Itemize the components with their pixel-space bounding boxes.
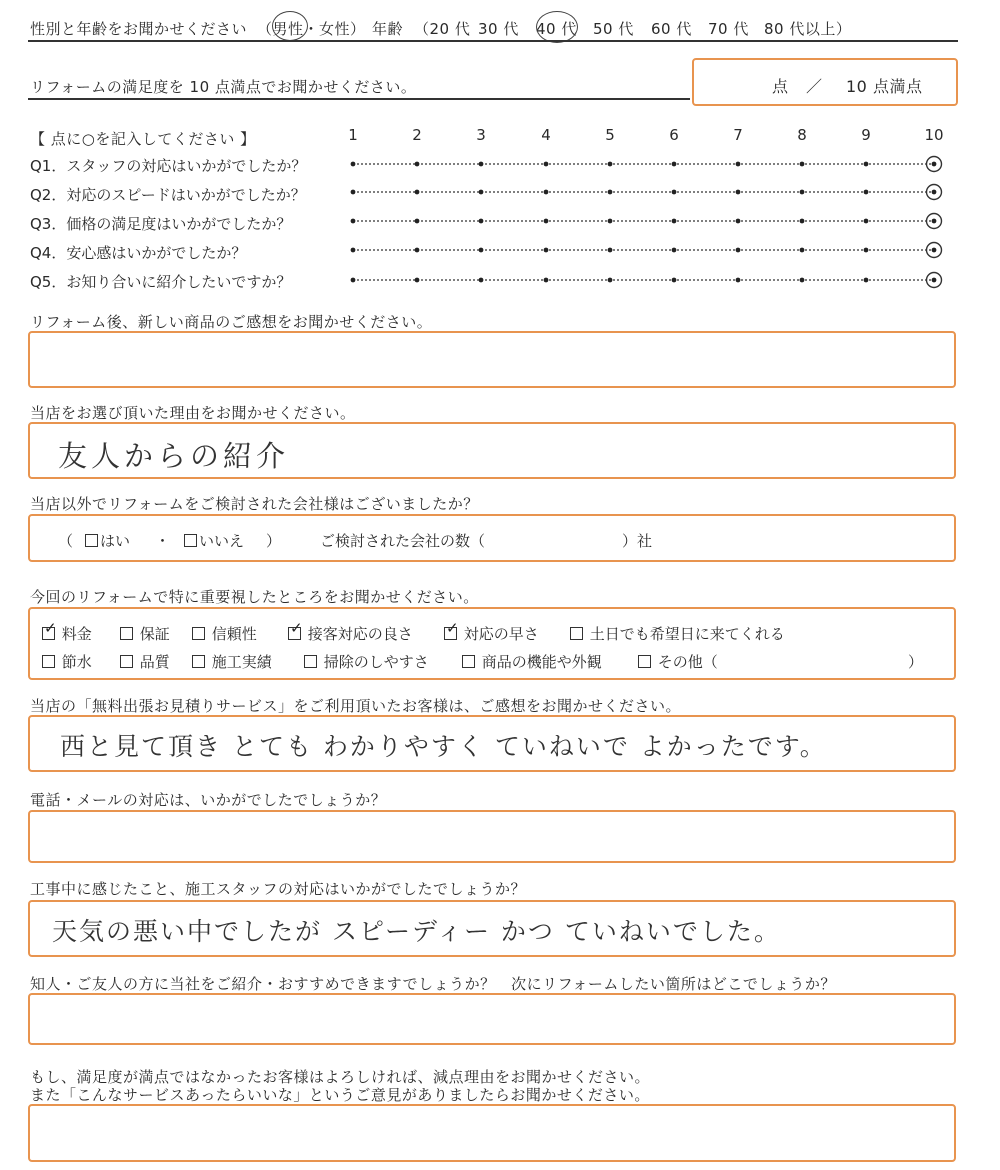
estimate-answer-box[interactable] [28,715,956,772]
score-max: 10 点満点 [846,77,923,96]
rating-point-q2-7[interactable] [736,190,741,195]
option-yes[interactable] [85,530,130,551]
age-option-80: 80 代以上） [764,20,852,38]
scale-number-7: 7 [733,126,743,144]
final-answer-box[interactable] [28,1104,956,1162]
rating-point-q2-9[interactable] [864,190,869,195]
priority-label: 掃除のしやすさ [319,653,429,671]
other-companies-prompt: 当店以外でリフォームをご検討された会社様はございましたか？ [30,495,479,513]
check-mark-icon: ✓ [290,619,303,637]
priority-option-prio-row2-5[interactable] [462,651,602,672]
checkbox[interactable] [304,655,317,668]
rating-point-q5-1[interactable] [351,278,356,283]
rating-point-q4-8[interactable] [800,248,805,253]
checkbox[interactable] [120,627,133,640]
question-label-q5: Q5．お知り合いに紹介したいですか？ [30,273,292,291]
rating-scales[interactable] [0,0,1000,300]
rating-point-q1-4[interactable] [544,162,549,167]
checkbox[interactable] [120,655,133,668]
reason-answer-box[interactable] [28,422,956,479]
gender-options: （男性・女性） [257,20,366,38]
age-option-70: 70 代 [708,20,749,38]
rating-point-q2-4[interactable] [544,190,549,195]
rating-point-q3-5[interactable] [608,219,613,224]
priority-option-prio-row2-2[interactable] [120,651,170,672]
option-separator: ・ [155,532,171,550]
rating-point-q4-1[interactable] [351,248,356,253]
new-products-prompt: リフォーム後、新しい商品のご感想をお聞かせください。 [30,313,433,331]
scale-number-9: 9 [861,126,871,144]
rating-point-q4-4[interactable] [544,248,549,253]
final-prompt-line-1: もし、満足度が満点ではなかったお客様はよろしければ、減点理由をお聞かせください。 [30,1068,651,1086]
checkbox[interactable] [192,627,205,640]
no-label: いいえ [199,532,245,550]
rating-point-q5-10[interactable] [932,278,937,283]
rating-point-q1-8[interactable] [800,162,805,167]
rating-point-q3-4[interactable] [544,219,549,224]
priority-option-prio-row2-6[interactable] [638,651,718,672]
yes-label: はい [100,532,131,550]
priorities-box [28,607,956,680]
scale-number-10: 10 [924,126,944,144]
scale-number-4: 4 [541,126,551,144]
rating-point-q3-8[interactable] [800,219,805,224]
priority-option-prio-row1-3[interactable] [192,623,257,644]
referral-prompt: 知人・ご友人の方に当社をご紹介・おすすめできますでしょうか？ 次にリフォームしたい箇所はどこでしょうか？ [30,975,836,993]
priority-label: 土日でも希望日に来てくれる [585,625,785,643]
checked-checkbox[interactable] [42,619,57,640]
reason-prompt: 当店をお選び頂いた理由をお聞かせください。 [30,404,356,422]
rating-point-q4-7[interactable] [736,248,741,253]
rating-point-q3-10[interactable] [932,219,937,224]
rating-point-q2-2[interactable] [415,190,420,195]
priority-option-prio-row2-4[interactable] [304,651,429,672]
check-mark-icon: ✓ [446,619,459,637]
age-option-20: （20 代 [414,20,471,38]
rating-point-q3-1[interactable] [351,219,356,224]
priorities-prompt: 今回のリフォームで特に重要視したところをお聞かせください。 [30,588,479,606]
age-option-40: 40 代 [536,20,577,38]
rating-point-q1-7[interactable] [736,162,741,167]
priority-label: 品質 [135,653,170,671]
other-companies-box [28,514,956,562]
rating-point-q1-10[interactable] [932,162,937,167]
rating-point-q5-4[interactable] [544,278,549,283]
priority-option-prio-row1-2[interactable] [120,623,170,644]
rating-point-q2-5[interactable] [608,190,613,195]
rating-point-q5-3[interactable] [479,278,484,283]
construction-prompt: 工事中に感じたこと、施工スタッフの対応はいかがでしたでしょうか？ [30,880,527,898]
contact-prompt: 電話・メールの対応は、いかがでしたでしょうか？ [30,791,387,809]
rating-point-q3-9[interactable] [864,219,869,224]
checkbox[interactable] [462,655,475,668]
rating-point-q4-2[interactable] [415,248,420,253]
priority-option-prio-row2-1[interactable] [42,651,92,672]
checked-checkbox[interactable] [288,619,303,640]
company-count-suffix: ）社 [622,532,653,550]
rating-point-q3-2[interactable] [415,219,420,224]
age-option-60: 60 代 [651,20,692,38]
other-companies-close-paren: ） [266,532,282,550]
checked-checkbox[interactable] [444,619,459,640]
contact-answer-box[interactable] [28,810,956,863]
rating-point-q4-3[interactable] [479,248,484,253]
check-mark-icon: ✓ [44,619,57,637]
rating-point-q1-3[interactable] [479,162,484,167]
priority-option-prio-row2-3[interactable] [192,651,272,672]
rating-point-q4-6[interactable] [672,248,677,253]
age-label: 年齢 [372,20,404,38]
score-unit: 点 [772,77,789,96]
score-separator: ／ [806,77,823,96]
rating-point-q3-6[interactable] [672,219,677,224]
other-companies-open-paren: （ [58,532,74,550]
rating-point-q1-1[interactable] [351,162,356,167]
priority-label: その他（ [653,653,718,671]
estimate-answer: 西と見て頂き とても わかりやすく ていねいで よかったです。 [60,732,827,761]
priority-label: 商品の機能や外観 [477,653,602,671]
rating-point-q4-10[interactable] [932,248,937,253]
priority-label: 料金 [57,625,92,643]
priority-label: 信頼性 [207,625,257,643]
priorities-other-close: ） [908,653,924,671]
rating-point-q4-9[interactable] [864,248,869,253]
new-products-answer-box[interactable] [28,331,956,388]
scale-number-2: 2 [412,126,422,144]
company-count-label: ご検討された会社の数（ [320,532,486,550]
scale-number-1: 1 [348,126,358,144]
priority-label: 保証 [135,625,170,643]
scale-number-8: 8 [797,126,807,144]
rating-point-q1-2[interactable] [415,162,420,167]
gender-age-prompt: 性別と年齢をお聞かせください [30,20,248,38]
rating-point-q5-9[interactable] [864,278,869,283]
rating-point-q3-3[interactable] [479,219,484,224]
construction-answer-box[interactable] [28,900,956,957]
priority-label: 節水 [57,653,92,671]
satisfaction-prompt: リフォームの満足度を 10 点満点でお聞かせください。 [30,78,417,96]
priority-label: 接客対応の良さ [303,625,413,643]
rating-point-q2-6[interactable] [672,190,677,195]
rating-point-q4-5[interactable] [608,248,613,253]
no-checkbox[interactable] [184,534,197,547]
question-label-q4: Q4．安心感はいかがでしたか？ [30,244,247,262]
rating-point-q1-6[interactable] [672,162,677,167]
age-option-50: 50 代 [593,20,634,38]
priority-option-prio-row1-5[interactable] [444,619,539,644]
scale-number-3: 3 [476,126,486,144]
final-prompt-line-2: また「こんなサービスあったらいいな」というご意見がありましたらお聞かせください。 [30,1086,650,1104]
scale-number-6: 6 [669,126,679,144]
question-label-q2: Q2．対応のスピードはいかがでしたか？ [30,186,306,204]
priority-option-prio-row1-4[interactable] [288,619,413,644]
priority-label: 対応の早さ [459,625,539,643]
rating-point-q5-6[interactable] [672,278,677,283]
checkbox[interactable] [570,627,583,640]
question-label-q3: Q3．価格の満足度はいかがでしたか？ [30,215,292,233]
estimate-prompt: 当店の「無料出張お見積りサービス」をご利用頂いたお客様は、ご感想をお聞かせください。 [30,697,682,715]
checkbox[interactable] [638,655,651,668]
age-option-30: 30 代 [478,20,519,38]
scale-number-5: 5 [605,126,615,144]
rating-point-q3-7[interactable] [736,219,741,224]
rating-point-q5-5[interactable] [608,278,613,283]
reason-answer: 友人からの紹介 [58,439,290,473]
checkbox[interactable] [192,655,205,668]
rating-point-q2-1[interactable] [351,190,356,195]
question-label-q1: Q1．スタッフの対応はいかがでしたか？ [30,157,307,175]
priority-option-prio-row1-6[interactable] [570,623,785,644]
rating-point-q5-7[interactable] [736,278,741,283]
construction-answer: 天気の悪い中でしたが スピーディー かつ ていねいでした。 [52,917,781,946]
rating-instruction: 【 点に○を記入してください 】 [30,130,256,148]
rating-point-q1-9[interactable] [864,162,869,167]
yes-checkbox[interactable] [85,534,98,547]
rating-point-q5-8[interactable] [800,278,805,283]
rating-point-q2-3[interactable] [479,190,484,195]
priority-label: 施工実績 [207,653,272,671]
rating-point-q2-8[interactable] [800,190,805,195]
rating-point-q2-10[interactable] [932,190,937,195]
referral-answer-box[interactable] [28,993,956,1045]
rating-point-q5-2[interactable] [415,278,420,283]
rating-point-q1-5[interactable] [608,162,613,167]
checkbox[interactable] [42,655,55,668]
option-no[interactable] [184,530,244,551]
priority-option-prio-row1-1[interactable] [42,619,92,644]
